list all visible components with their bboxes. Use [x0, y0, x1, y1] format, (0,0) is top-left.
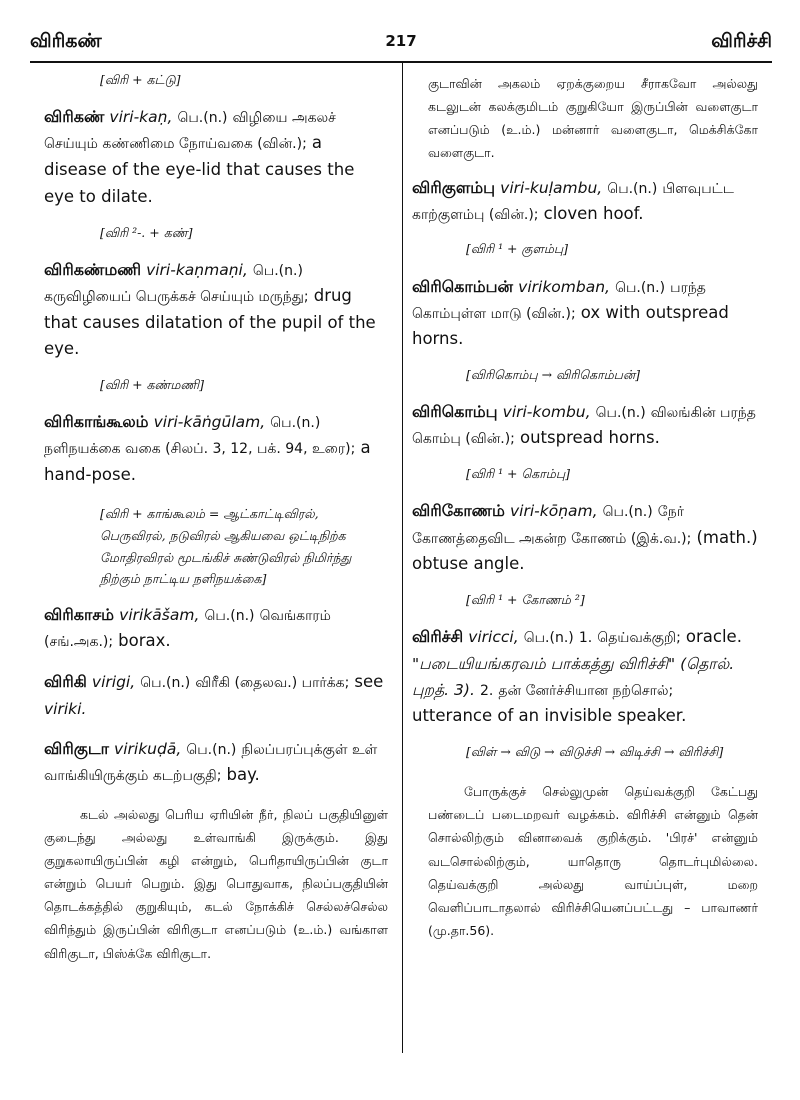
citation-quote: "படையியங்கரவம் பாக்கத்து விரிச்சி" (தொல். புறத். 3). [412, 654, 735, 700]
headword: விரிச்சி [412, 627, 464, 647]
transliteration: virikomban, [518, 277, 610, 296]
headword: விரிகோணம் [412, 501, 505, 521]
dictionary-entry [412, 498, 758, 578]
english-gloss: outspread horns. [520, 428, 660, 448]
tamil-gloss: விலங்கின் பரந்த கொம்பு (வின்.); [412, 405, 756, 448]
dictionary-entry [44, 409, 388, 489]
right-column [412, 72, 758, 942]
dictionary-entry [44, 669, 388, 722]
running-head-right: விரிச்சி [711, 30, 772, 52]
etymology-note: [விரி + காங்கூலம் = ஆட்காட்டிவிரல், பெருவிரல், நடுவிரல் ஆகியவை ஒட்டிநிற்க மோதிரவிரல் மூடங்கிச் சுண்டுவிரல் நிமிர்ந்து நிற்கும் நாட்டிய நளிநயக்கை] [100, 505, 352, 587]
tamil-gloss: நளிநயக்கை வகை (சிலப். 3, 12, பக். 94, உரை); [44, 441, 356, 458]
page-header [30, 30, 772, 60]
english-gloss: ox with outspread horns. [412, 302, 729, 349]
transliteration: viri-kombu, [502, 403, 591, 422]
etymology: [விரிகொம்பு → விரிகொம்பன்] [466, 367, 640, 383]
dictionary-entry [44, 602, 388, 655]
header-rule [30, 61, 772, 63]
etymology: [விரி + கண்மணி] [100, 377, 204, 393]
transliteration: virigi, [91, 673, 136, 692]
part-of-speech: பெ.(n.) [595, 405, 646, 422]
part-of-speech: பெ.(n.) [140, 675, 191, 692]
headword: விரிகாசம் [44, 605, 115, 625]
tamil-gloss: தெய்வக்குறி; [597, 630, 681, 647]
part-of-speech: பெ.(n.) [607, 180, 658, 197]
transliteration: viri-kaṇmaṇi, [146, 260, 248, 279]
headword: விரிகாங்கூலம் [44, 412, 149, 432]
dictionary-entry [412, 175, 758, 228]
transliteration: virikāšam, [119, 606, 200, 625]
dictionary-entry [412, 274, 758, 354]
tamil-gloss: விரீகி (தைலவ.) பார்க்க; [195, 675, 350, 692]
explanatory-note: குடாவின் அகலம் ஏறக்குறைய சீராகவோ அல்லது கடலுடன் கலக்குமிடம் குறுகியோ இருப்பின் வளைகுடா எனப்படும் (உ.ம்.) மன்னார் வளைகுடா, மெக்சிக்கோ வளைகுடா. [428, 76, 758, 161]
english-gloss: utterance of an invisible speaker. [412, 706, 687, 726]
english-gloss: oracle. [685, 627, 742, 647]
etymology: [விரி ¹ + குளம்பு] [466, 241, 569, 257]
tamil-gloss: நேர் கோணத்தைவிட அகன்ற கோணம் (இக்.வ.); [412, 504, 692, 547]
etymology: [விரி ²-. + கண்] [100, 224, 193, 240]
part-of-speech: பெ.(n.) [523, 630, 574, 647]
english-gloss: see [354, 672, 384, 692]
dictionary-entry [412, 399, 758, 452]
part-of-speech: பெ.(n.) [602, 504, 653, 521]
headword: விரிகுடா [44, 738, 109, 758]
running-head-left: விரிகண் [30, 30, 102, 52]
cross-reference: viriki. [44, 699, 87, 718]
english-gloss: (math.) obtuse angle. [412, 527, 758, 574]
etymology: [விரி + கட்டு] [100, 72, 181, 87]
headword: விரிகுளம்பு [412, 177, 496, 197]
english-gloss: cloven hoof. [543, 203, 644, 223]
etymology: [விரி ¹ + கொம்பு] [466, 466, 570, 482]
sense-number: 1. [578, 630, 593, 647]
english-gloss: borax. [118, 631, 171, 651]
part-of-speech: பெ.(n.) [252, 262, 303, 279]
etymology: [விள் → விடு → விடுச்சி → விடிச்சி → விரிச்சி] [466, 743, 724, 759]
tamil-gloss: கருவிழியைப் பெருக்கச் செய்யும் மருந்து; [44, 288, 309, 305]
english-gloss: bay. [226, 765, 260, 785]
transliteration: viri-kuḷambu, [500, 178, 603, 197]
tamil-gloss: பிளவுபட்ட காற்குளம்பு (வின்.); [412, 180, 734, 223]
part-of-speech: பெ.(n.) [177, 110, 228, 127]
column-divider [402, 63, 403, 1053]
dictionary-entry [44, 104, 388, 210]
english-gloss: a disease of the eye-lid that causes the eye to dilate. [44, 133, 355, 206]
explanatory-note: கடல் அல்லது பெரிய ஏரியின் நீர், நிலப் பகுதியினுள் குடைந்து அல்லது உள்வாங்கி இருக்கும். இது குறுகலாயிருப்பின் கழி என்றும், பெரிதாயிருப்பின் குடா என்றும் பெயர் பெறும். இது பொதுவாக, நிலப்பகுதியின் தொடக்கத்தில் குறுகியும், கடல் நோக்கிச் செல்லச்செல்ல விரிந்தும் இருப்பின் விரிகுடா எனப்படும் (உ.ம்.) வங்காள விரிகுடா, பிஸ்க்கே விரிகுடா. [44, 806, 388, 961]
part-of-speech: பெ.(n.) [270, 415, 321, 432]
dictionary-entry [44, 736, 388, 789]
dictionary-entry [44, 257, 388, 363]
headword: விரிகி [44, 672, 87, 692]
transliteration: viri-kāṅgūlam, [153, 413, 266, 432]
transliteration: viri-kaṇ, [109, 108, 173, 127]
transliteration: viri-kōṇam, [510, 502, 598, 521]
transliteration: virikuḍā, [114, 739, 182, 758]
sense-number: 2. [479, 683, 494, 700]
part-of-speech: பெ.(n.) [204, 608, 255, 625]
etymology: [விரி ¹ + கோணம் ²] [466, 592, 585, 607]
headword: விரிகண் [44, 107, 105, 127]
left-column [44, 72, 388, 965]
headword: விரிகண்மணி [44, 259, 141, 279]
headword: விரிகொம்பு [412, 402, 498, 422]
transliteration: viricci, [468, 628, 519, 647]
tamil-gloss: நிலப்பரப்புக்குள் உள் வாங்கியிருக்கும் கடற்பகுதி; [44, 741, 378, 785]
tamil-gloss: விழியை அகலச் செய்யும் கண்ணிமை நோய்வகை (வின்.); [44, 110, 336, 153]
tamil-gloss: வெங்காரம் (சங்.அக.); [44, 608, 331, 651]
tamil-gloss: பரந்த கொம்புள்ள மாடு (வின்.); [412, 279, 706, 322]
english-gloss: drug that causes dilatation of the pupil of the eye. [44, 285, 376, 359]
dictionary-entry [412, 624, 758, 730]
headword: விரிகொம்பன் [412, 276, 514, 296]
explanatory-note: போருக்குச் செல்லுமுன் தெய்வக்குறி கேட்பது பண்டைப் படைமறவர் வழக்கம். விரிச்சி என்னும் தென் சொல்லிற்கும் வினாவைக் குறிக்கும். 'பிரச்' என்னும் வடசொல்லிற்கும், யாதொரு தொடர்புமில்லை. தெய்வக்குறி அல்லது வாய்ப்புள், மறை வெளிப்பாடாதலால் விரிச்சியெனப்பட்டது – பாவாணர் (மு.தா.56). [428, 784, 758, 938]
english-gloss: a hand-pose. [44, 438, 371, 485]
page-number: 217 [385, 32, 417, 50]
part-of-speech: பெ.(n.) [615, 279, 666, 296]
part-of-speech: பெ.(n.) [186, 741, 237, 758]
tamil-gloss: தன் னேர்ச்சியான நற்சொல்; [498, 683, 674, 700]
